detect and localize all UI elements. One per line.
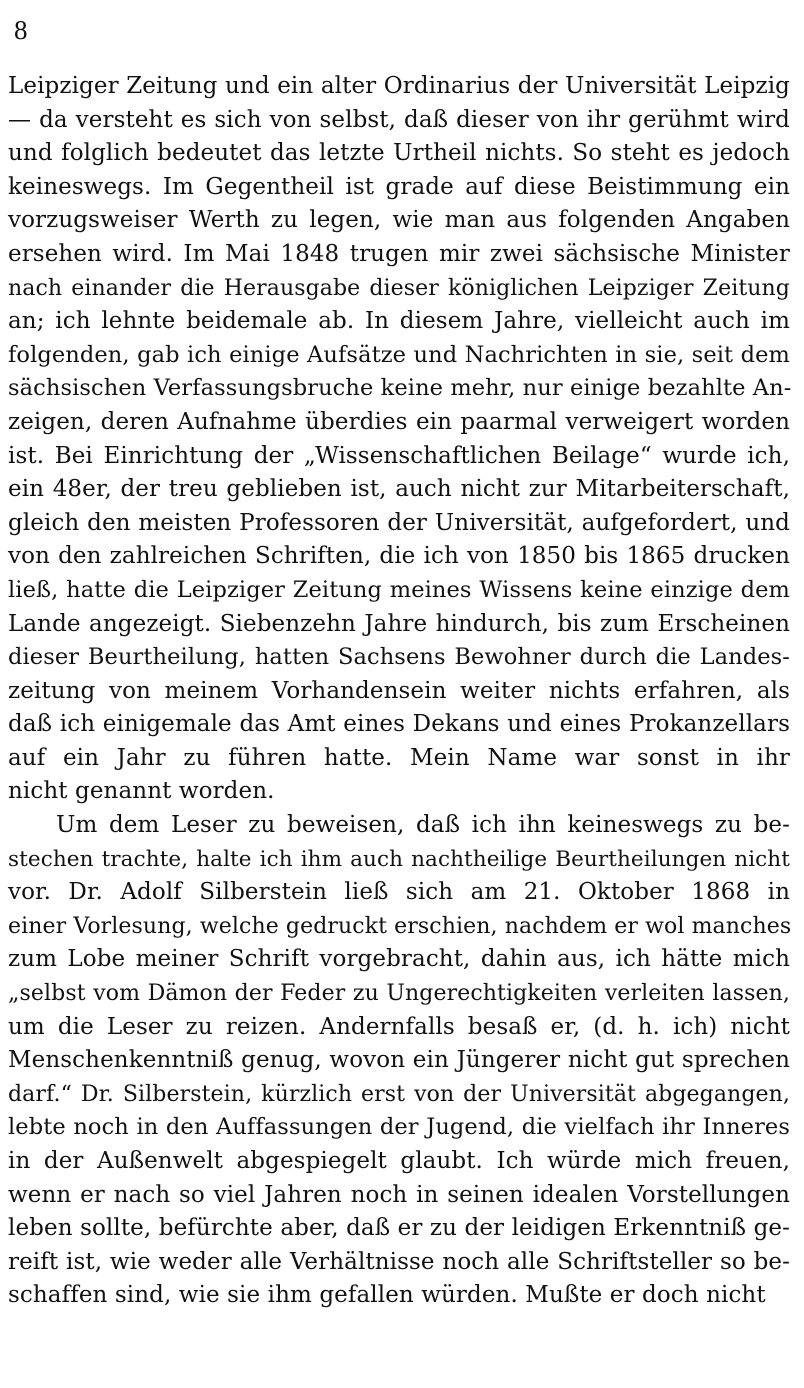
- text-line: lebte noch in den Auffassungen der Jugend, die vielfach ihr Inneres: [8, 1114, 790, 1141]
- text-line: gleich den meisten Professoren der Universität, aufgefordert, und: [8, 509, 790, 536]
- text-line: schaffen sind, wie sie ihm gefallen würden. Mußte er doch nicht: [8, 1282, 766, 1309]
- text-line: ersehen wird. Im Mai 1848 trugen mir zwei sächsische Minister: [8, 240, 790, 267]
- text-line: nicht genannt worden.: [8, 778, 275, 805]
- text-line: wenn er nach so viel Jahren noch in seinen idealen Vorstellungen: [8, 1181, 790, 1208]
- text-line: in der Außenwelt abgespiegelt glaubt. Ich würde mich freuen,: [8, 1148, 790, 1174]
- text-line: darf.“ Dr. Silberstein, kürzlich erst von der Universität abgegangen,: [8, 1081, 790, 1107]
- paragraph: [8, 809, 790, 1313]
- text-line: ist. Bei Einrichtung der „Wissenschaftlichen Beilage“ wurde ich,: [8, 442, 790, 469]
- text-line: „selbst vom Dämon der Feder zu Ungerechtigkeiten verleiten lassen,: [8, 981, 790, 1007]
- text-line: um die Leser zu reizen. Andernfalls besaß er, (d. h. ich) nicht: [8, 1013, 790, 1040]
- text-line: auf ein Jahr zu führen hatte. Mein Name war sonst in ihr: [8, 744, 790, 771]
- text-line: einer Vorlesung, welche gedruckt erschien, nachdem er wol manches: [8, 913, 792, 939]
- paragraph: [8, 70, 790, 809]
- text-line: zeitung von meinem Vorhandensein weiter nichts erfahren, als: [8, 677, 790, 704]
- text-line: Um dem Leser zu beweisen, daß ich ihn keineswegs zu be-: [56, 812, 790, 839]
- text-line: und folglich bedeutet das letzte Urtheil nichts. So steht es jedoch: [8, 140, 790, 167]
- text-line: Leipziger Zeitung und ein alter Ordinarius der Universität Leipzig: [8, 73, 790, 99]
- text-line: Menschenkenntniß genug, wovon ein Jüngerer nicht gut sprechen: [8, 1047, 790, 1074]
- page-number: 8: [14, 15, 28, 45]
- text-line: ein 48er, der treu geblieben ist, auch nicht zur Mitarbeiterschaft,: [8, 476, 790, 503]
- text-line: stechen trachte, halte ich ihm auch nachtheilige Beurtheilungen nicht: [8, 846, 790, 872]
- text-line: an; ich lehnte beidemale ab. In diesem Jahre, vielleicht auch im: [8, 308, 790, 335]
- text-body: [8, 70, 790, 1313]
- text-line: — da versteht es sich von selbst, daß dieser von ihr gerühmt wird: [8, 106, 790, 133]
- text-line: von den zahlreichen Schriften, die ich von 1850 bis 1865 drucken: [8, 543, 790, 570]
- text-line: sächsischen Verfassungsbruche keine mehr, nur einige bezahlte An-: [8, 375, 792, 402]
- text-line: vorzugsweiser Werth zu legen, wie man aus folgenden Angaben: [8, 207, 790, 234]
- text-line: zum Lobe meiner Schrift vorgebracht, dahin aus, ich hätte mich: [8, 946, 790, 973]
- text-line: vor. Dr. Adolf Silberstein ließ sich am 21. Oktober 1868 in: [8, 879, 790, 906]
- text-line: reift ist, wie weder alle Verhältnisse noch alle Schriftsteller so be-: [8, 1248, 790, 1275]
- text-line: keineswegs. Im Gegentheil ist grade auf diese Beistimmung ein: [8, 173, 790, 200]
- text-line: folgenden, gab ich einige Aufsätze und Nachrichten in sie, seit dem: [8, 341, 790, 368]
- text-line: zeigen, deren Aufnahme überdies ein paarmal verweigert worden: [8, 408, 790, 435]
- text-line: dieser Beurtheilung, hatten Sachsens Bewohner durch die Landes-: [8, 644, 790, 671]
- text-line: ließ, hatte die Leipziger Zeitung meines Wissens keine einzige dem: [8, 576, 790, 603]
- text-line: daß ich einigemale das Amt eines Dekans und eines Prokanzellars: [8, 711, 790, 738]
- text-line: Lande angezeigt. Siebenzehn Jahre hindurch, bis zum Erscheinen: [8, 610, 790, 637]
- text-line: leben sollte, befürchte aber, daß er zu der leidigen Erkenntniß ge-: [8, 1215, 790, 1242]
- text-line: nach einander die Herausgabe dieser königlichen Leipziger Zeitung: [8, 275, 790, 301]
